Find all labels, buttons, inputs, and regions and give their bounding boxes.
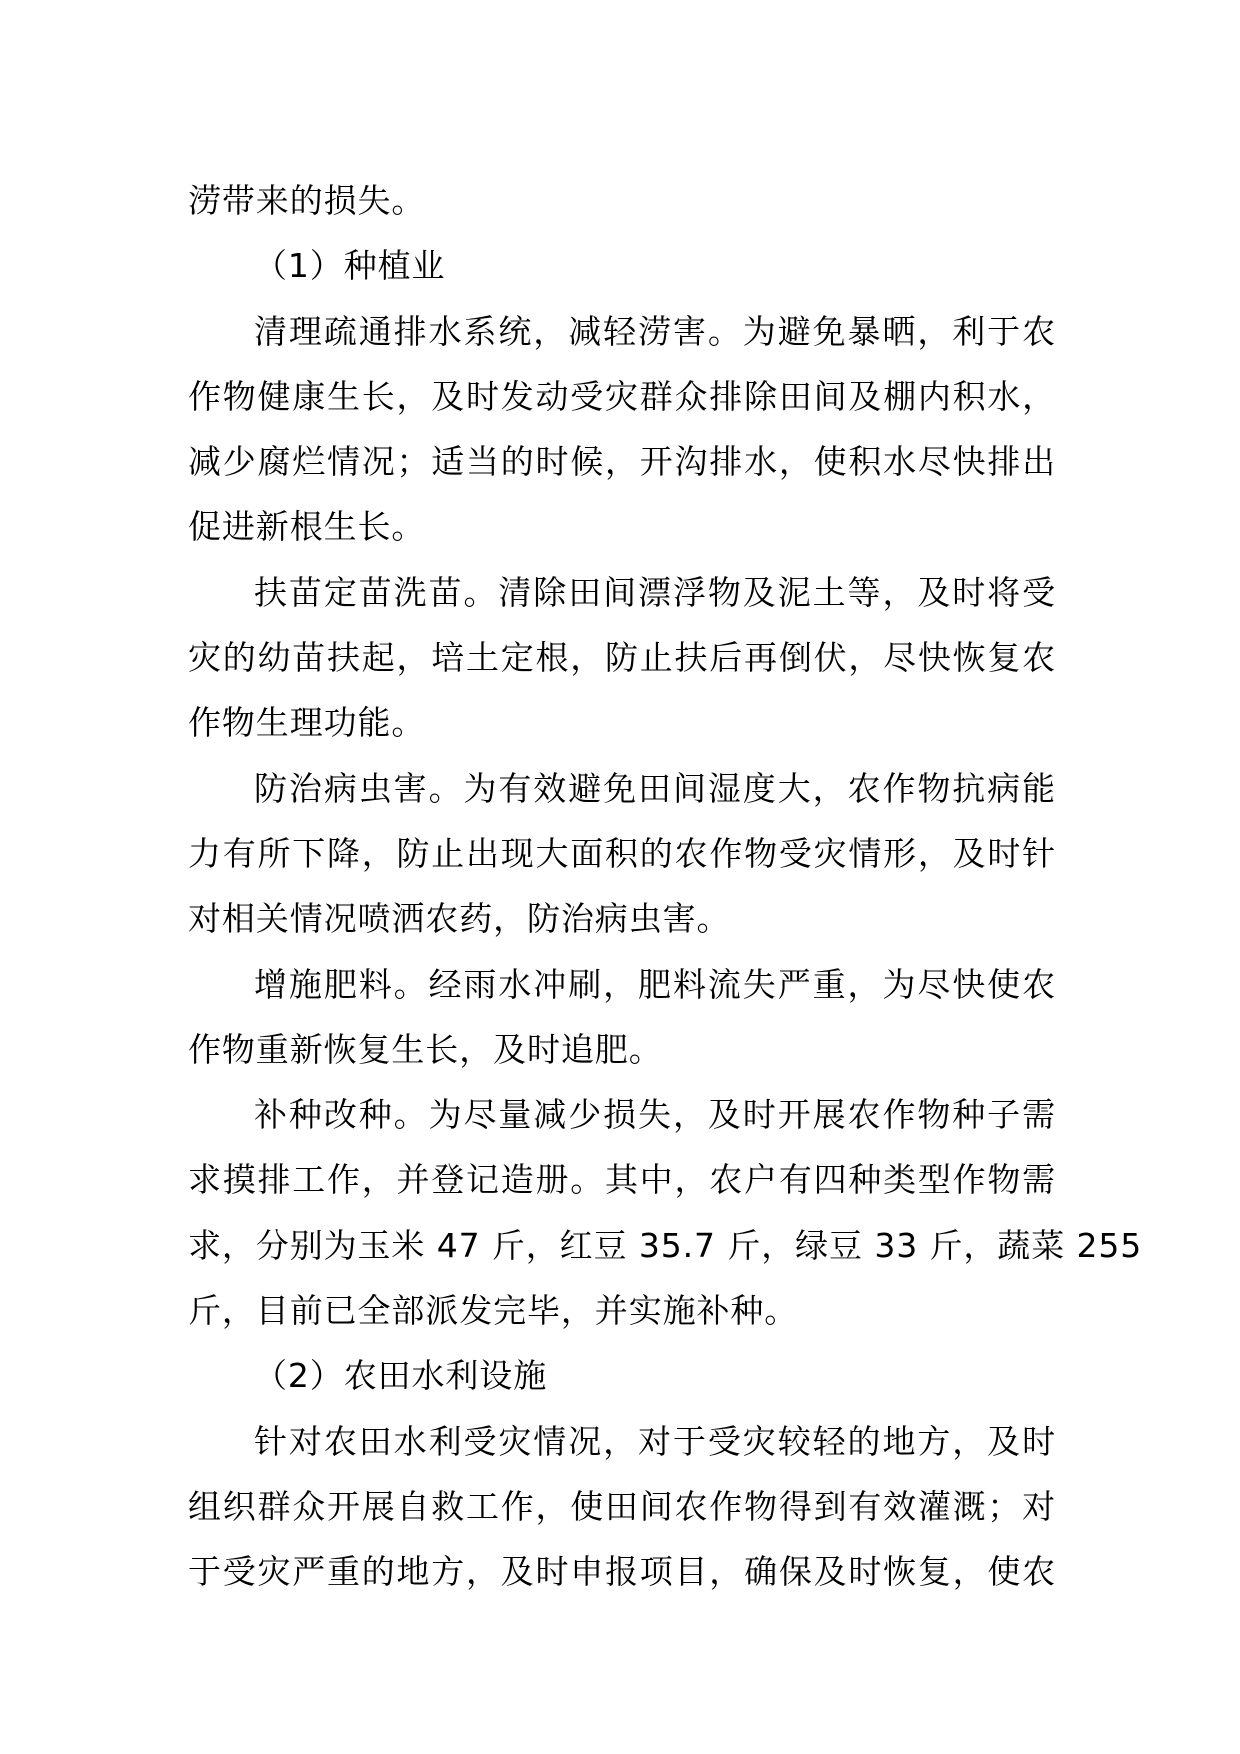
text-line: 力有所下降，防止出现大面积的农作物受灾情形，及时针	[188, 833, 1056, 873]
text-line: 防治病虫害。为有效避免田间湿度大，农作物抗病能	[254, 768, 1056, 808]
section-heading-planting: （1）种植业	[254, 246, 446, 286]
text-line: 求摸排工作，并登记造册。其中，农户有四种类型作物需	[188, 1160, 1056, 1200]
body-text	[188, 168, 1143, 1605]
text-line: 斤，目前已全部派发完毕，并实施补种。	[188, 1291, 799, 1331]
text-line: 作物生理功能。	[188, 703, 426, 743]
text-line: 作物重新恢复生长，及时追肥。	[188, 1029, 663, 1069]
text-line: 增施肥料。经雨水冲刷，肥料流失严重，为尽快使农	[254, 964, 1056, 1004]
text-line: 清理疏通排水系统，减轻涝害。为避免暴晒，利于农	[254, 311, 1056, 351]
text-line: 扶苗定苗洗苗。清除田间漂浮物及泥土等，及时将受	[254, 572, 1056, 612]
text-line: 促进新根生长。	[188, 507, 426, 547]
text-line: 于受灾严重的地方，及时申报项目，确保及时恢复，使农	[188, 1552, 1056, 1592]
text-line: 作物健康生长，及时发动受灾群众排除田间及棚内积水，	[188, 376, 1056, 416]
text-line: 补种改种。为尽量减少损失，及时开展农作物种子需	[254, 1095, 1056, 1135]
text-line: 涝带来的损失。	[188, 181, 426, 220]
text-line: 减少腐烂情况；适当的时候，开沟排水，使积水尽快排出	[188, 442, 1056, 482]
text-line: 灾的幼苗扶起，培土定根，防止扶后再倒伏，尽快恢复农	[188, 638, 1056, 678]
text-line: 求，分别为玉米 47 斤，红豆 35.7 斤，绿豆 33 斤，蔬菜 255	[188, 1225, 1143, 1265]
text-line: 对相关情况喷洒农药，防治病虫害。	[188, 899, 731, 939]
text-line: 组织群众开展自救工作，使田间农作物得到有效灌溉；对	[188, 1486, 1056, 1526]
section-heading-irrigation: （2）农田水利设施	[254, 1356, 548, 1396]
text-line: 针对农田水利受灾情况，对于受灾较轻的地方，及时	[254, 1421, 1056, 1461]
